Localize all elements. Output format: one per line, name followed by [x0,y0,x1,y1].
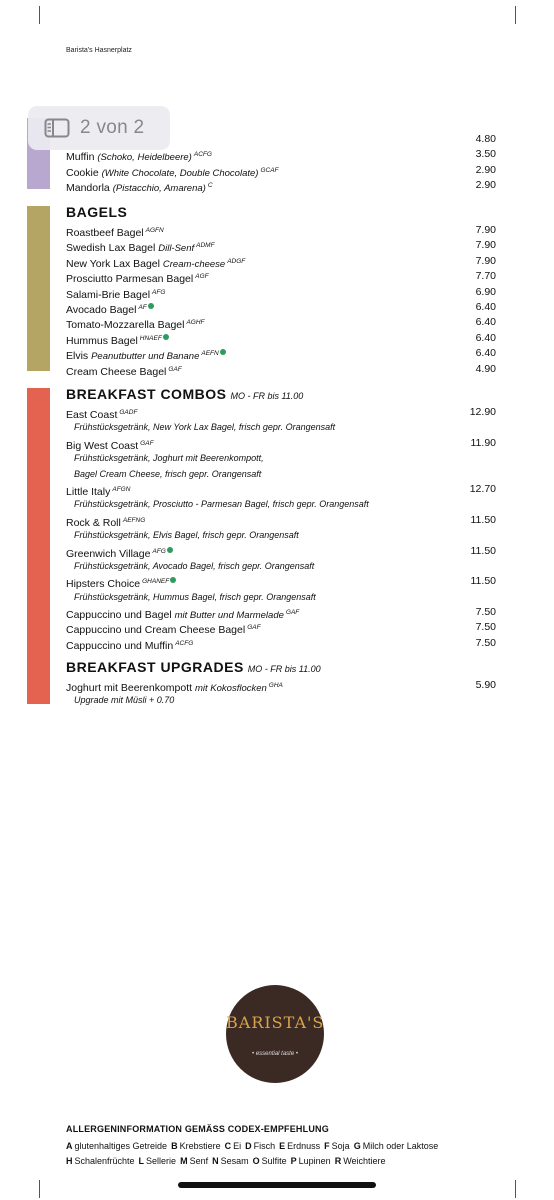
item-includes: Frühstücksgetränk, Avocado Bagel, frisch gepr. Orangensaft [74,560,315,571]
item-price: 6.90 [475,285,496,298]
menu-item [66,436,496,451]
item-name: Elvis [66,350,89,363]
menu-item [66,315,496,330]
allergen-code: B [171,1141,178,1151]
menu-item [66,285,496,300]
allergen-code: C [224,1141,232,1151]
item-includes: Bagel Cream Cheese, frisch gepr. Orangensaft [74,468,262,479]
item-price: 11.50 [470,513,496,526]
item-includes: Frühstücksgetränk, Hummus Bagel, frisch gepr. Orangensaft [74,591,316,602]
allergen-label: Soja [331,1141,350,1151]
item-name: Cookie [66,166,99,179]
item-description: (Schoko, Heidelbeere) [97,152,192,164]
allergen-label: Sulfite [261,1156,287,1166]
section-title-text: BREAKFAST COMBOS [66,386,227,402]
allergen-label: Sesam [220,1156,249,1166]
breakfast-combos-section [66,386,496,651]
item-name: Cappuccino und Bagel [66,609,172,622]
allergen-label: Milch oder Laktose [362,1141,439,1151]
allergen-label: Sellerie [146,1156,177,1166]
crop-mark [39,1180,40,1198]
allergen-codes: AFG [152,547,166,555]
allergen-codes: AFGN [112,485,131,493]
allergen-codes: GAF [168,365,182,373]
item-name: Cream Cheese Bagel [66,365,167,378]
item-price: 11.90 [470,436,496,449]
menu-item [66,405,496,420]
allergen-entry [139,1156,177,1166]
allergen-code: G [353,1141,361,1151]
allergen-entry [279,1141,320,1151]
allergen-codes: ACFG [193,151,212,159]
item-name: Little Italy [66,485,111,498]
logo-tagline: • essential taste • [252,1051,298,1057]
item-name: Salami-Brie Bagel [66,288,151,301]
menu-item [66,605,496,620]
menu-item [66,178,496,193]
menu-item [66,269,496,284]
menu-item [66,331,496,346]
item-includes: Frühstücksgetränk, Joghurt mit Beerenkompott, [74,453,264,464]
item-name: Cappuccino und Cream Cheese Bagel [66,624,246,637]
allergen-label: glutenhaltiges Getreide [74,1141,168,1151]
item-name: Big West Coast [66,439,139,452]
section-title-text: BREAKFAST UPGRADES [66,659,244,675]
item-name: Joghurt mit Beerenkompott [66,682,193,694]
allergen-label: Krebstiere [179,1141,221,1151]
allergen-codes: ACFG [175,639,194,647]
item-price: 7.70 [475,270,496,283]
allergen-entry [335,1156,386,1166]
allergen-code: D [245,1141,252,1151]
item-price: 12.70 [469,482,496,495]
item-price: 7.90 [475,239,496,252]
home-indicator[interactable] [178,1182,376,1188]
allergen-entry [212,1156,249,1166]
crop-mark [515,6,516,24]
allergen-entry [171,1141,221,1151]
item-description: Cream-cheese [162,258,226,270]
upgrades-list [66,678,496,709]
allergen-label: Ei [233,1141,242,1151]
sidebar-icon [44,118,70,138]
page-indicator-label: 2 von 2 [80,117,145,138]
vegan-icon [167,547,173,553]
breakfast-upgrades-section [66,659,496,709]
allergen-legend [66,1124,442,1169]
item-price: 7.50 [475,606,496,619]
item-price: 6.40 [475,316,496,329]
menu-item [66,163,496,178]
allergen-entry [354,1141,439,1151]
page-indicator[interactable] [28,106,170,150]
item-price: 2.90 [475,163,496,176]
allergen-codes: AGHF [186,319,205,327]
menu-item [66,678,496,693]
allergen-code: A [66,1141,73,1151]
item-price: 12.90 [469,406,496,418]
item-price: 7.90 [475,254,496,267]
menu-item [66,513,496,528]
allergen-codes: GCAF [260,166,279,174]
menu-item [66,238,496,253]
item-name: Prosciutto Parmesan Bagel [66,273,194,286]
allergen-entry [66,1141,167,1151]
allergen-codes: GAF [247,624,261,632]
allergen-line [66,1139,442,1154]
allergen-code: O [252,1156,260,1166]
item-name: Hummus Bagel [66,334,138,347]
item-description: mit Butter und Marmelade [174,610,284,622]
item-name: Mandorla [66,182,110,195]
bagels-list [66,223,496,377]
item-description: Peanutbutter und Banane [91,351,200,363]
menu-item [66,223,496,238]
item-name: Tomato-Mozzarella Bagel [66,319,185,332]
item-name: Rock & Roll [66,516,121,529]
allergen-label: Erdnuss [287,1141,321,1151]
item-price: 11.50 [470,575,496,588]
item-description: mit Kokosflocken [194,683,267,694]
allergen-label: Schalenfrüchte [74,1156,135,1166]
item-price: 6.40 [475,347,496,360]
allergen-code: F [324,1141,330,1151]
vegan-icon [148,303,154,309]
allergen-code: H [66,1156,73,1166]
combos-list [66,405,496,651]
item-price: 6.40 [475,300,496,313]
item-name: Hipsters Choice [66,578,141,591]
item-includes: Frühstücksgetränk, New York Lax Bagel, frisch gepr. Orangensaft [74,422,336,433]
menu-item [66,574,496,589]
item-price: 11.50 [470,544,496,557]
allergen-code: R [334,1156,342,1166]
allergen-codes: C [207,182,213,190]
allergen-code: E [279,1141,286,1151]
menu-item [66,346,496,361]
allergen-entry [324,1141,350,1151]
logo-name: BARISTA'S [226,1013,325,1032]
allergen-entry [225,1141,242,1151]
item-price: 7.50 [475,636,496,649]
item-name: East Coast [66,409,118,421]
allergen-entry [180,1156,208,1166]
allergen-codes: AEFN [201,350,219,358]
item-name: Avocado Bagel [66,303,137,316]
item-includes: Frühstücksgetränk, Prosciutto - Parmesan Bagel, frisch gepr. Orangensaft [74,499,369,510]
allergen-codes: ADGF [227,257,246,265]
allergen-label: Fisch [253,1141,276,1151]
item-price: 2.90 [475,179,496,192]
section-title: BAGELS [66,204,128,220]
item-description: (Pistacchio, Amarena) [112,183,206,195]
item-price: 5.90 [475,679,496,691]
baristas-logo [226,985,324,1083]
crop-mark [39,6,40,24]
item-description: Dill-Senf [158,243,195,255]
bagels-color-bar [27,206,50,371]
menu-item [66,544,496,559]
item-name: New York Lax Bagel [66,257,160,270]
allergen-lines [66,1139,442,1169]
allergen-entry [291,1156,331,1166]
menu-item [66,300,496,315]
allergen-codes: ADMF [196,242,215,250]
allergen-codes: GHANEF [142,578,170,586]
menu-item [66,620,496,635]
allergen-entry [245,1141,275,1151]
allergen-code: P [290,1156,297,1166]
vegan-icon [170,577,176,583]
item-price: 7.90 [475,224,496,236]
allergen-code: N [212,1156,219,1166]
allergen-codes: GAF [140,439,154,447]
section-note: MO - FR bis 11.00 [247,664,321,674]
allergen-codes: AGF [195,273,209,281]
allergen-legend-title: ALLERGENINFORMATION GEMÄSS CODEX-EMPFEHLUNG [66,1124,329,1134]
breakfast-color-bar [27,388,50,704]
item-price: 4.80 [475,133,496,145]
menu-item [66,254,496,269]
allergen-label: Weichtiere [343,1156,386,1166]
item-includes: Upgrade mit Müsli + 0.70 [74,695,175,706]
menu-item [66,636,496,651]
allergen-codes: GADF [119,409,138,416]
allergen-code: M [180,1156,188,1166]
allergen-codes: GAF [285,609,300,617]
section-title [66,659,496,678]
allergen-label: Senf [189,1156,209,1166]
item-description: (White Chocolate, Double Chocolate) [101,167,259,179]
vegan-icon [163,334,169,340]
allergen-codes: AEFNG [122,516,146,524]
item-price: 3.50 [475,148,496,161]
item-price: 4.90 [475,362,496,375]
item-price: 7.50 [475,621,496,634]
section-title [66,386,496,405]
allergen-codes: AFG [152,288,166,296]
allergen-entry [66,1156,135,1166]
item-name: Muffin [66,151,95,164]
item-name: Cappuccino und Muffin [66,639,174,652]
allergen-code: L [138,1156,145,1166]
allergen-line [66,1154,442,1169]
item-name: Greenwich Village [66,547,151,560]
bagels-section [66,204,496,377]
allergen-codes: HNAEF [139,334,162,342]
vegan-icon [220,349,226,355]
allergen-codes: AF [138,303,147,311]
section-note: MO - FR bis 11.00 [230,391,304,401]
item-name: Roastbeef Bagel [66,227,144,239]
menu-item [66,482,496,497]
allergen-codes: AGFN [145,227,164,234]
item-price: 6.40 [475,331,496,344]
allergen-codes: GHA [268,682,283,689]
crop-mark [515,1180,516,1198]
item-includes: Frühstücksgetränk, Elvis Bagel, frisch gepr. Orangensaft [74,530,299,541]
allergen-entry [253,1156,287,1166]
menu-item [66,362,496,377]
item-name: Swedish Lax Bagel [66,242,156,255]
allergen-label: Lupinen [298,1156,331,1166]
page-header: Barista's Hasnerplatz [66,47,132,54]
